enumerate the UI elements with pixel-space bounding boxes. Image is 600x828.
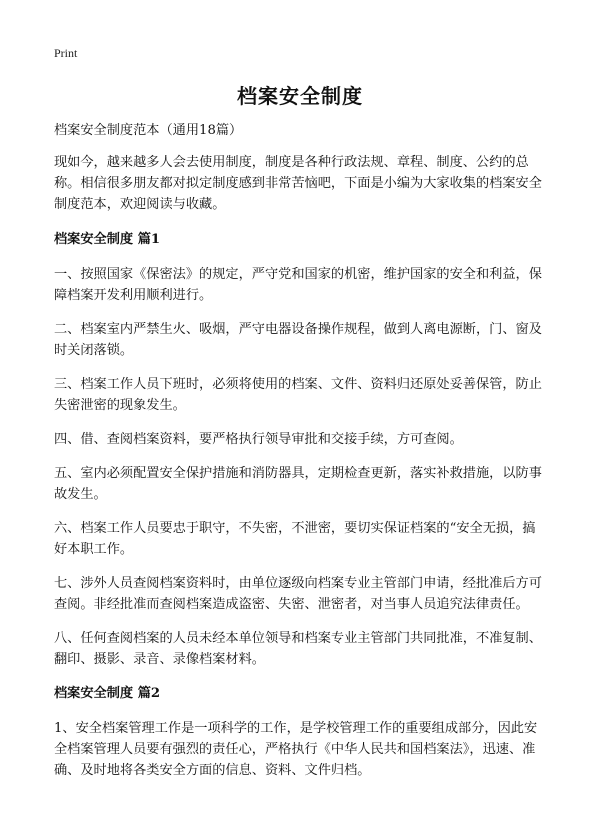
section-heading: 档案安全制度 篇2 (54, 686, 161, 701)
print-label: Print (54, 46, 78, 60)
paragraph: 1、安全档案管理工作是一项科学的工作，是学校管理工作的重要组成部分，因此安全档案管理人员要有强烈的责任心，严格执行《中华人民共和国档案法》，迅速、准确、及时地将各类安全方面的信息、资料、文件归档。 (54, 721, 538, 778)
document-body (54, 120, 548, 794)
paragraph: 四、借、查阅档案资料，要严格执行领导审批和交接手续，方可查阅。 (54, 432, 463, 447)
paragraph: 七、涉外人员查阅档案资料时，由单位逐级向档案专业主管部门申请，经批准后方可查阅。非经批准而查阅档案造成盗密、失密、泄密者，对当事人员追究法律责任。 (54, 576, 542, 612)
document-subtitle: 档案安全制度范本（通用18篇） (54, 123, 243, 138)
document-title: 档案安全制度 (237, 84, 363, 108)
paragraph: 五、室内必须配置安全保护措施和消防器具，定期检查更新，落实补救措施，以防事故发生。 (54, 466, 542, 502)
paragraph: 三、档案工作人员下班时，必须将使用的档案、文件、资料归还原处妥善保管，防止失密泄密的现象发生。 (54, 377, 542, 413)
paragraph: 二、档案室内严禁生火、吸烟，严守电器设备操作规程，做到人离电源断，门、窗及时关闭落锁。 (54, 322, 542, 358)
paragraph: 六、档案工作人员要忠于职守，不失密，不泄密，要切实保证档案的“安全无损，搞好本职工作。 (54, 521, 536, 557)
intro-paragraph: 现如今，越来越多人会去使用制度，制度是各种行政法规、章程、制度、公约的总称。相信很多朋友都对拟定制度感到非常苦恼吧，下面是小编为大家收集的档案安全制度范本，欢迎阅读与收藏。 (54, 155, 542, 212)
section-heading: 档案安全制度 篇1 (54, 232, 161, 247)
paragraph: 八、任何查阅档案的人员未经本单位领导和档案专业主管部门共同批准，不准复制、翻印、摄影、录音、录像档案材料。 (54, 631, 542, 667)
paragraph: 一、按照国家《保密法》的规定，严守党和国家的机密，维护国家的安全和利益，保障档案开发利用顺利进行。 (54, 267, 542, 303)
